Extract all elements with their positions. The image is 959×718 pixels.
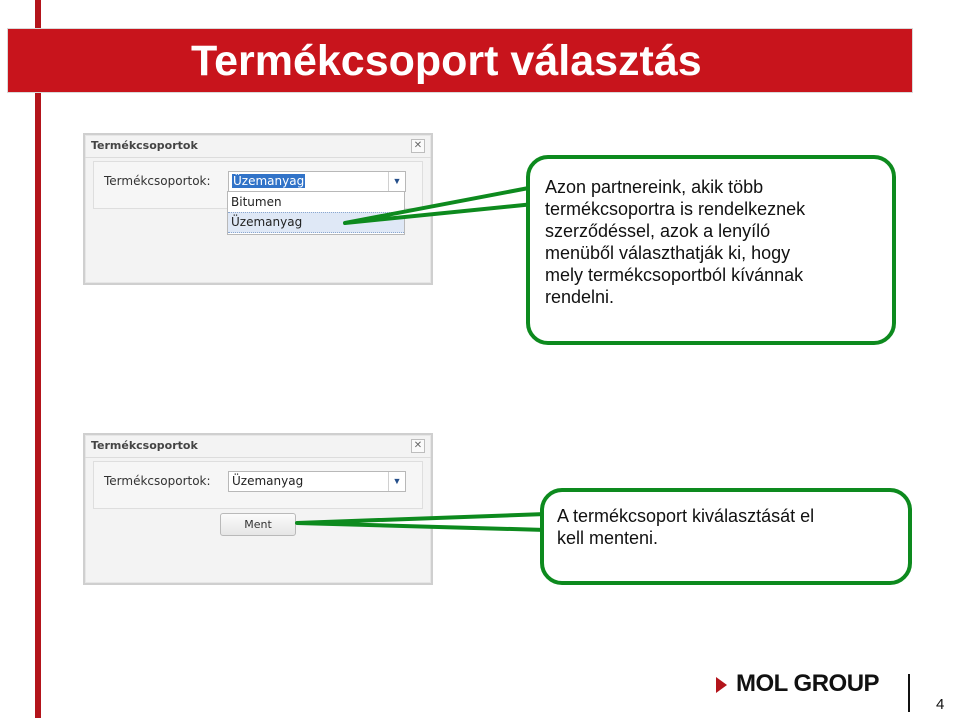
callout2-line: kell menteni.	[557, 528, 659, 548]
callout1-text	[545, 176, 805, 308]
logo-divider	[908, 674, 910, 712]
chevron-down-icon[interactable]: ▼	[388, 472, 405, 491]
callout1-line: menüből választhatják ki, hogy	[545, 243, 791, 263]
page-number: 4	[936, 696, 945, 713]
dropdown-option-bitumen[interactable]: Bitumen	[231, 195, 282, 209]
dialog-title: Termékcsoportok	[91, 139, 198, 152]
dialog-title: Termékcsoportok	[91, 439, 198, 452]
callout1-line: termékcsoportra is rendelkeznek	[545, 199, 806, 219]
play-arrow-icon	[716, 677, 727, 693]
callout1-line: szerződéssel, azok a lenyíló	[545, 221, 771, 241]
callout-dropdown-explanation	[526, 155, 896, 345]
callout1-line: mely termékcsoportból kívánnak	[545, 265, 804, 285]
product-group-label: Termékcsoportok:	[104, 474, 211, 488]
callout2-pointer	[297, 514, 546, 530]
chevron-down-icon[interactable]: ▼	[388, 172, 405, 191]
callout-save-explanation	[540, 488, 912, 585]
callout1-pointer	[345, 187, 534, 223]
callout1-line: Azon partnereink, akik több	[545, 177, 764, 197]
callout2-line: A termékcsoport kiválasztását el	[557, 506, 815, 526]
dropdown-option-uzemanyag[interactable]: Üzemanyag	[228, 212, 404, 233]
product-group-label: Termékcsoportok:	[104, 174, 211, 188]
logo-text: MOL GROUP	[736, 670, 880, 697]
callout1-line: rendelni.	[545, 287, 615, 307]
slide-title: Termékcsoport választás	[191, 37, 702, 85]
save-button[interactable]: Ment	[220, 513, 296, 536]
callout2-text	[557, 505, 814, 549]
combo-selected-value: Üzemanyag	[232, 474, 304, 488]
combo-selected-value: Üzemanyag	[233, 174, 305, 188]
close-icon[interactable]: ✕	[411, 139, 425, 153]
close-icon[interactable]: ✕	[411, 439, 425, 453]
